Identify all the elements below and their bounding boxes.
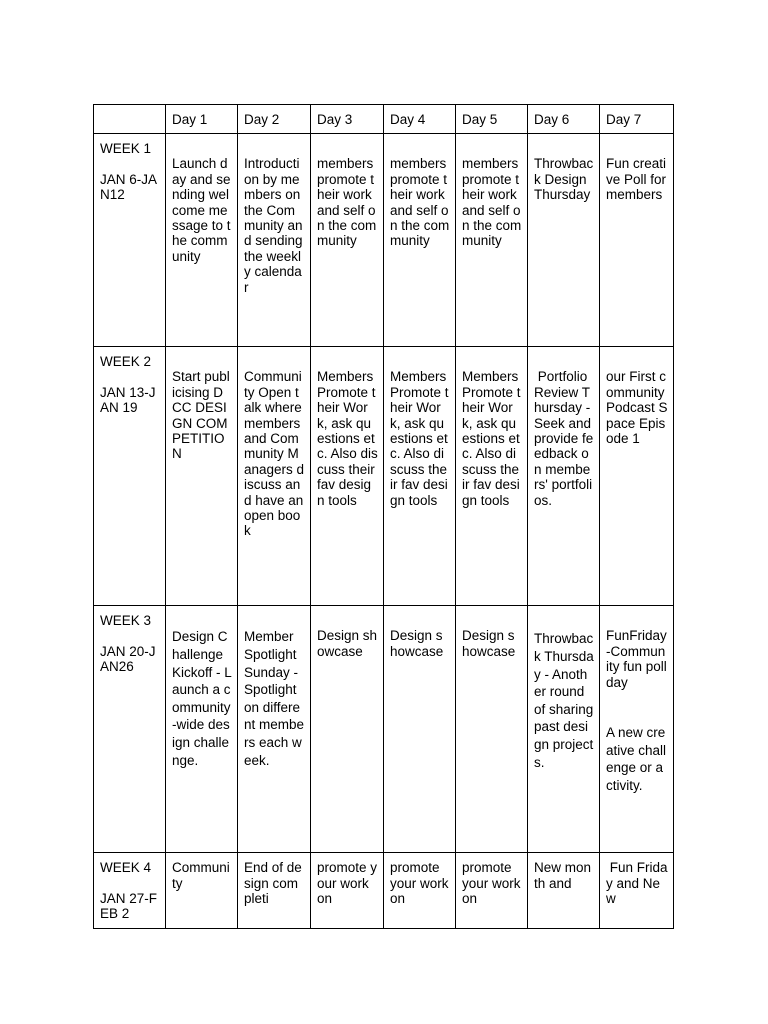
header-corner-cell: [94, 105, 166, 134]
activity-text: Design showcase: [317, 628, 378, 659]
week-4-day-2-cell: [238, 853, 311, 928]
week-3-label-cell: [94, 606, 166, 853]
week-2-label-cell: [94, 347, 166, 606]
week-dates: JAN 20-JAN26: [100, 643, 156, 675]
activity-text: FunFriday-Community fun poll day: [606, 628, 671, 690]
activity-text: Throwback Thursday - Another round of sharing past design projects.: [534, 631, 598, 770]
activity-text: Community Open talk where members and Community Managers discuss and have an open book: [244, 369, 308, 539]
week-label: WEEK 2: [100, 354, 152, 370]
activity-text: promote your work on: [390, 860, 453, 907]
week-2-day-2-cell: [238, 347, 311, 606]
activity-text: New month and: [534, 860, 592, 891]
week-3-day-3-cell: [311, 606, 384, 853]
week-1-day-7-cell: [600, 134, 674, 347]
week-1-label-cell: [94, 134, 166, 347]
week-3-row: [94, 606, 674, 853]
header-row: [94, 105, 674, 134]
week-4-day-4-cell: [384, 853, 456, 928]
activity-text: Portfolio Review Thursday - Seek and provide feedback on members' portfolios.: [534, 369, 595, 508]
activity-text: Introduction by members on the Community and sending the weekly calendar: [244, 156, 307, 295]
week-label: WEEK 1: [100, 141, 152, 157]
week-1-day-5-cell: [456, 134, 528, 347]
week-2-day-1-cell: [166, 347, 238, 606]
activity-text: Members Promote their Work, ask questions etc. Also discuss their fav design tools: [462, 369, 523, 508]
week-3-day-1-cell: [166, 606, 238, 853]
activity-text: promote your work on: [317, 860, 378, 907]
week-1-row: [94, 134, 674, 347]
activity-text: members promote their work and self on the community: [462, 156, 523, 249]
week-4-day-3-cell: [311, 853, 384, 928]
activity-text: Fun creative Poll for members: [606, 156, 670, 203]
header-day-2: Day 2: [238, 105, 311, 134]
activity-text: Fun Friday and New: [606, 860, 668, 907]
week-4-day-6-cell: [528, 853, 600, 928]
week-4-day-5-cell: [456, 853, 528, 928]
activity-text: Community: [172, 860, 230, 891]
week-2-day-3-cell: [311, 347, 384, 606]
week-1-day-1-cell: [166, 134, 238, 347]
week-label: WEEK 4: [100, 860, 152, 876]
weekly-calendar-table: [93, 104, 674, 929]
activity-text: members promote their work and self on the community: [390, 156, 451, 249]
week-dates: JAN 13-JAN 19: [100, 384, 156, 416]
week-3-day-6-cell: [528, 606, 600, 853]
week-label: WEEK 3: [100, 613, 152, 629]
activity-text: Start publicising DCC DESIGN COMPETITION: [172, 369, 230, 462]
week-2-row: [94, 347, 674, 606]
week-2-day-5-cell: [456, 347, 528, 606]
week-3-day-5-cell: [456, 606, 528, 853]
week-3-day-4-cell: [384, 606, 456, 853]
header-day-7: Day 7: [600, 105, 674, 134]
header-day-3: Day 3: [311, 105, 384, 134]
week-1-day-4-cell: [384, 134, 456, 347]
week-2-day-4-cell: [384, 347, 456, 606]
activity-text: Members Promote their Work, ask questions etc. Also discuss their fav design tools: [390, 369, 451, 508]
week-3-day-2-cell: [238, 606, 311, 853]
activity-text: Design showcase: [462, 628, 516, 659]
activity-text: End of design completi: [244, 860, 302, 907]
header-day-5: Day 5: [456, 105, 528, 134]
activity-text: Design showcase: [390, 628, 444, 659]
activity-text: Throwback Design Thursday: [534, 156, 594, 203]
week-4-day-1-cell: [166, 853, 238, 928]
week-4-day-7-cell: [600, 853, 674, 928]
week-1-day-2-cell: [238, 134, 311, 347]
activity-text: members promote their work and self on the community: [317, 156, 378, 249]
activity-text: Launch day and sending welcome message to the community: [172, 156, 231, 264]
week-2-day-7-cell: [600, 347, 674, 606]
activity-extra-text: A new creative challenge or activity.: [606, 725, 667, 793]
activity-text: Members Promote their Work, ask questions etc. Also discuss their fav design tools: [317, 369, 379, 508]
week-1-day-6-cell: [528, 134, 600, 347]
header-day-4: Day 4: [384, 105, 456, 134]
header-day-1: Day 1: [166, 105, 238, 134]
header-day-6: Day 6: [528, 105, 600, 134]
activity-text: Design Challenge Kickoff - Launch a community-wide design challenge.: [172, 629, 232, 768]
week-3-day-7-cell: [600, 606, 674, 853]
week-dates: JAN 6-JAN12: [100, 171, 158, 203]
week-1-day-3-cell: [311, 134, 384, 347]
activity-text: Member Spotlight Sunday - Spotlight on different members each week.: [244, 629, 305, 768]
activity-text: promote your work on: [462, 860, 525, 907]
activity-text: our First community Podcast Space Episode 1: [606, 369, 669, 447]
week-4-row: [94, 853, 674, 928]
week-2-day-6-cell: [528, 347, 600, 606]
week-dates: JAN 27-FEB 2: [100, 890, 158, 922]
week-4-label-cell: [94, 853, 166, 928]
